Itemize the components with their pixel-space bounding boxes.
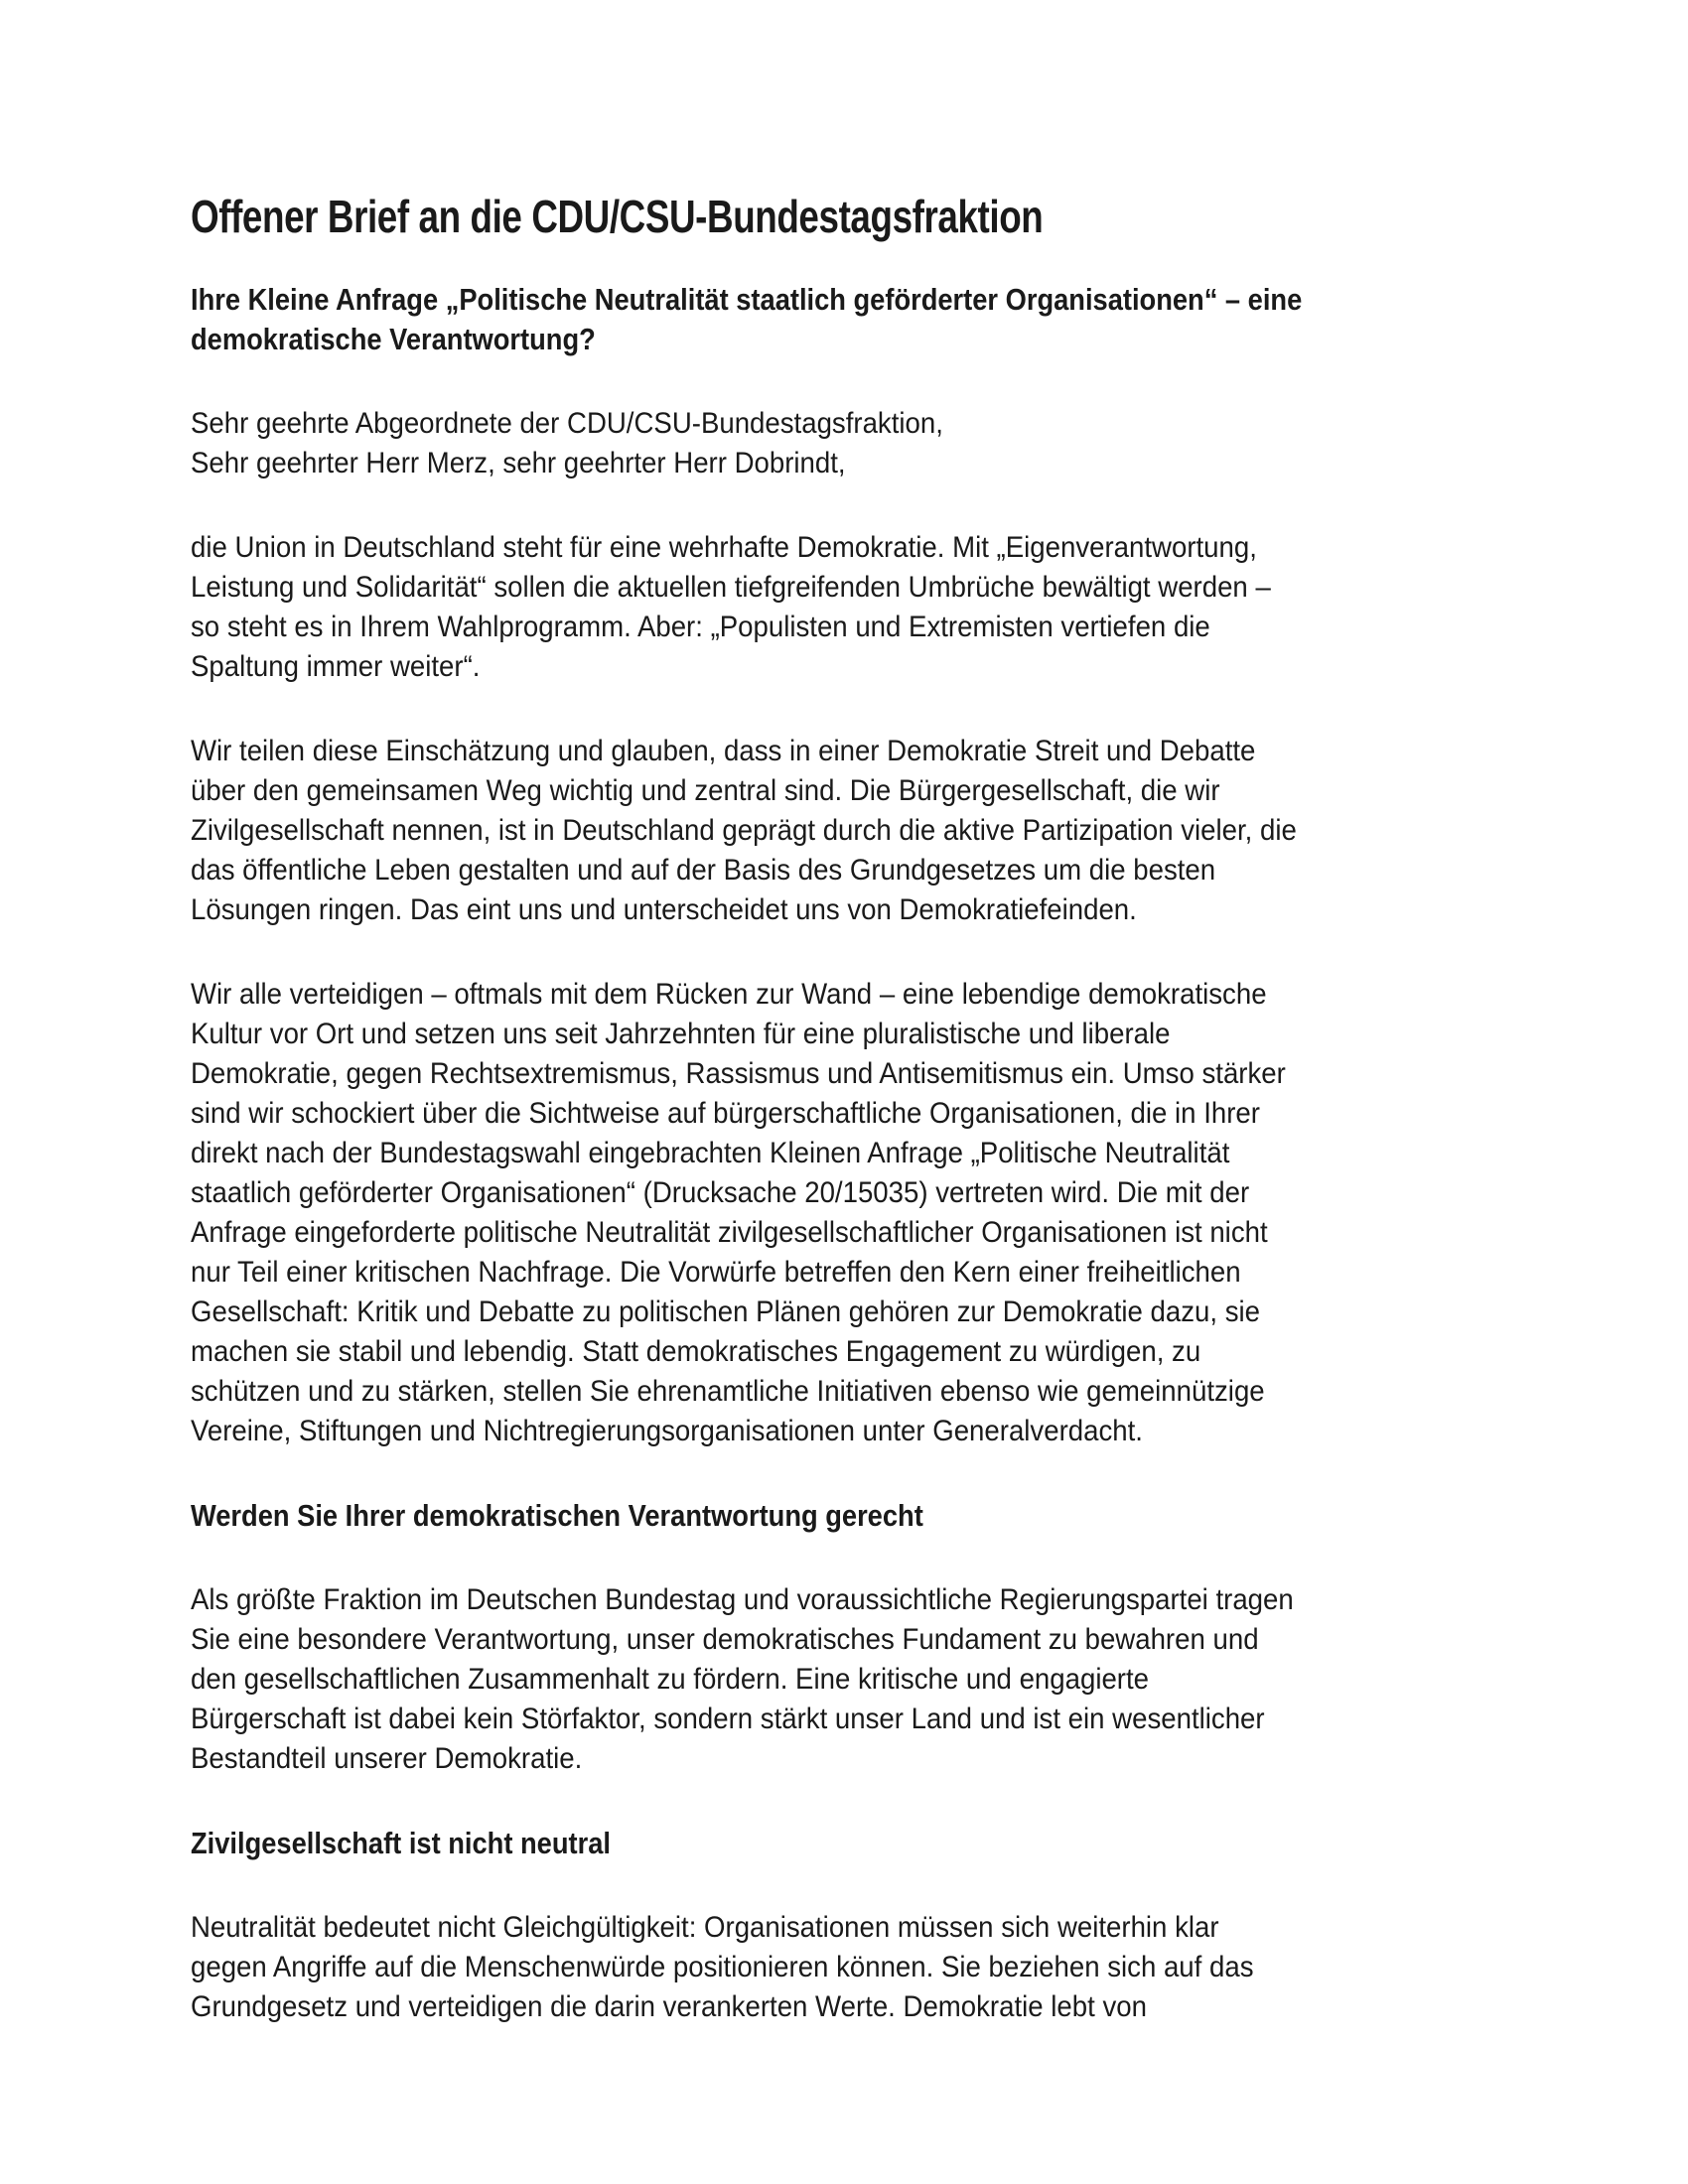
text-line: so steht es in Ihrem Wahlprogramm. Aber: „Populisten und Extremisten vertiefen die <box>191 611 1210 643</box>
paragraph-neutralitaet <box>191 1908 1589 2027</box>
heading-demokratische-verantwortung <box>191 1496 1589 1536</box>
text-line: Bestandteil unserer Demokratie. <box>191 1742 583 1775</box>
paragraph-wehrhafte-demokratie <box>191 528 1589 687</box>
text-line: Wir teilen diese Einschätzung und glauben, dass in einer Demokratie Streit und Debatte <box>191 735 1256 767</box>
text-line: Zivilgesellschaft nennen, ist in Deutschland geprägt durch die aktive Partizipation vieler, die <box>191 814 1297 847</box>
paragraph-einschaetzung <box>191 732 1589 930</box>
text-line: Werden Sie Ihrer demokratischen Verantwortung gerecht <box>191 1498 923 1533</box>
text-line: gegen Angriffe auf die Menschenwürde positionieren können. Sie beziehen sich auf das <box>191 1951 1254 1983</box>
text-line: Neutralität bedeutet nicht Gleichgültigkeit: Organisationen müssen sich weiterhin klar <box>191 1911 1219 1944</box>
text-line: Spaltung immer weiter“. <box>191 650 481 683</box>
text-line: nur Teil einer kritischen Nachfrage. Die Vorwürfe betreffen den Kern einer freiheitlichen <box>191 1256 1241 1289</box>
text-line: Vereine, Stiftungen und Nichtregierungsorganisationen unter Generalverdacht. <box>191 1415 1143 1447</box>
document-body <box>191 280 1589 2027</box>
text-line: Sehr geehrter Herr Merz, sehr geehrter Herr Dobrindt, <box>191 447 846 479</box>
text-line: den gesellschaftlichen Zusammenhalt zu fördern. Eine kritische und engagierte <box>191 1663 1150 1696</box>
text-line: Ihre Kleine Anfrage „Politische Neutralität staatlich geförderter Organisationen“ – eine <box>191 282 1303 317</box>
text-line: sind wir schockiert über die Sichtweise auf bürgerschaftliche Organisationen, die in Ihrer <box>191 1097 1260 1130</box>
document-title: Offener Brief an die CDU/CSU-Bundestagsfraktion <box>191 191 1044 242</box>
text-line: Bürgerschaft ist dabei kein Störfaktor, sondern stärkt unser Land und ist ein wesentlicher <box>191 1703 1265 1735</box>
text-line: machen sie stabil und lebendig. Statt demokratisches Engagement zu würdigen, zu <box>191 1335 1201 1368</box>
text-line: die Union in Deutschland steht für eine wehrhafte Demokratie. Mit „Eigenverantwortung, <box>191 531 1257 564</box>
text-line: Sie eine besondere Verantwortung, unser demokratisches Fundament zu bewahren und <box>191 1623 1259 1656</box>
text-line: Wir alle verteidigen – oftmals mit dem Rücken zur Wand – eine lebendige demokratische <box>191 978 1267 1011</box>
text-line: Zivilgesellschaft ist nicht neutral <box>191 1826 611 1860</box>
text-line: Lösungen ringen. Das eint uns und unterscheidet uns von Demokratiefeinden. <box>191 893 1137 926</box>
text-line: Als größte Fraktion im Deutschen Bundestag und voraussichtliche Regierungspartei tragen <box>191 1583 1294 1616</box>
text-line: Grundgesetz und verteidigen die darin verankerten Werte. Demokratie lebt von <box>191 1990 1147 2023</box>
salutation <box>191 404 1589 483</box>
text-line: schützen und zu stärken, stellen Sie ehrenamtliche Initiativen ebenso wie gemeinnützige <box>191 1375 1265 1408</box>
text-line: Gesellschaft: Kritik und Debatte zu politischen Plänen gehören zur Demokratie dazu, sie <box>191 1296 1260 1328</box>
text-line: direkt nach der Bundestagswahl eingebrachten Kleinen Anfrage „Politische Neutralität <box>191 1137 1230 1169</box>
paragraph-groesste-fraktion <box>191 1580 1589 1779</box>
letter-subject-heading <box>191 280 1589 359</box>
text-line: Anfrage eingeforderte politische Neutralität zivilgesellschaftlicher Organisationen ist nicht <box>191 1216 1268 1249</box>
heading-zivilgesellschaft <box>191 1824 1589 1863</box>
text-line: über den gemeinsamen Weg wichtig und zentral sind. Die Bürgergesellschaft, die wir <box>191 774 1220 807</box>
paragraph-kleine-anfrage <box>191 975 1589 1451</box>
text-line: Leistung und Solidarität“ sollen die aktuellen tiefgreifenden Umbrüche bewältigt werden – <box>191 571 1271 604</box>
text-line: Sehr geehrte Abgeordnete der CDU/CSU-Bundestagsfraktion, <box>191 407 943 440</box>
text-line: Demokratie, gegen Rechtsextremismus, Rassismus und Antisemitismus ein. Umso stärker <box>191 1057 1286 1090</box>
text-line: staatlich geförderter Organisationen“ (Drucksache 20/15035) vertreten wird. Die mit der <box>191 1176 1250 1209</box>
text-line: das öffentliche Leben gestalten und auf der Basis des Grundgesetzes um die besten <box>191 854 1216 887</box>
text-line: demokratische Verantwortung? <box>191 322 596 356</box>
text-line: Kultur vor Ort und setzen uns seit Jahrzehnten für eine pluralistische und liberale <box>191 1018 1171 1050</box>
